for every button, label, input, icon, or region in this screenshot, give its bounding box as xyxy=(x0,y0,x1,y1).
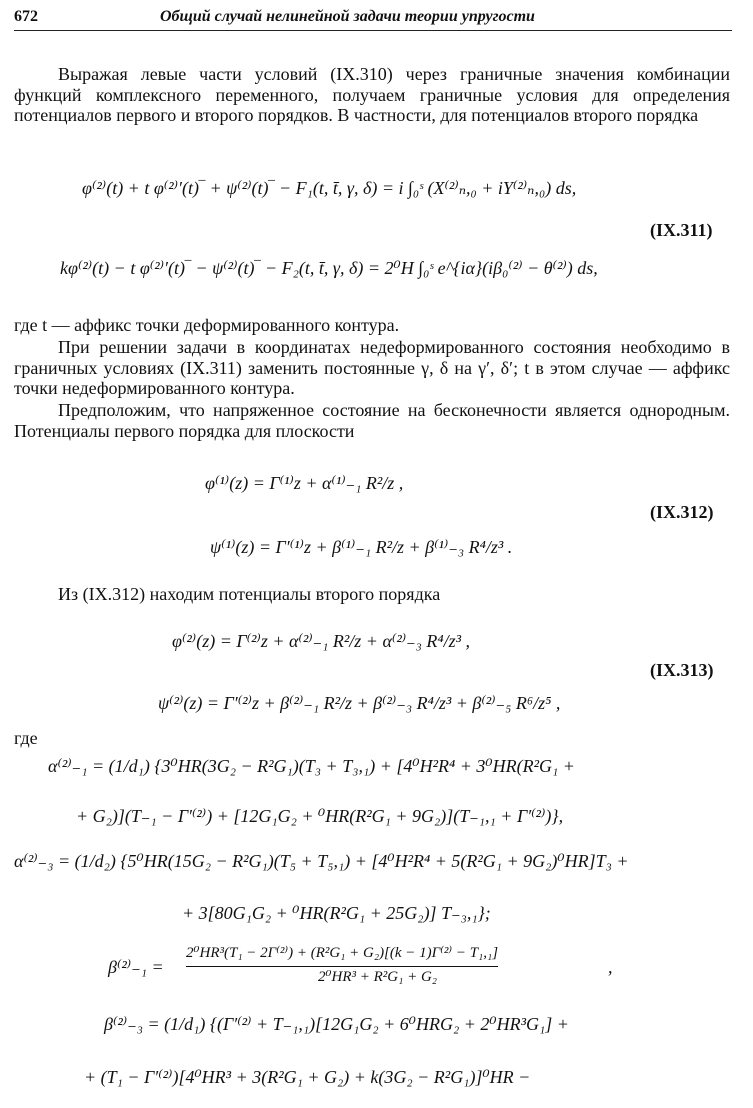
equation-311-line-1: φ⁽²⁾(t) + t φ⁽²⁾′(t)‾ + ψ⁽²⁾(t)‾ − F₁(t, t̄, γ, δ) = i ∫₀ˢ (X⁽²⁾ₙ,₀ + iY⁽²⁾ₙ,₀) ds, xyxy=(82,178,577,198)
equation-313-line-2: ψ⁽²⁾(z) = Γ′⁽²⁾z + β⁽²⁾₋₁ R²/z + β⁽²⁾₋₃ R⁴/z³ + β⁽²⁾₋₅ R⁶/z⁵ , xyxy=(158,693,561,713)
equation-313-line-1: φ⁽²⁾(z) = Γ⁽²⁾z + α⁽²⁾₋₁ R²/z + α⁽²⁾₋₃ R⁴/z³ , xyxy=(172,631,471,651)
paragraph-2: где t — аффикс точки деформированного контура. xyxy=(14,315,400,335)
page-number: 672 xyxy=(14,8,38,25)
running-title: Общий случай нелинейной задачи теории упругости xyxy=(160,8,535,25)
paragraph-6: где xyxy=(14,728,38,748)
beta-minus-1-lhs: β⁽²⁾₋₁ = xyxy=(108,957,164,977)
beta-minus-3-line-1: β⁽²⁾₋₃ = (1/d₁) {(Γ′⁽²⁾ + T₋₁,₁)[12G₁G₂ + 6⁰HRG₂ + 2⁰HR³G₁] + xyxy=(104,1014,569,1034)
alpha-minus-3-line-2: + 3[80G₁G₂ + ⁰HR(R²G₁ + 25G₂)] T₋₃,₁}; xyxy=(182,903,491,923)
equation-312-line-2: ψ⁽¹⁾(z) = Γ′⁽¹⁾z + β⁽¹⁾₋₁ R²/z + β⁽¹⁾₋₃ R⁴/z³ . xyxy=(210,537,513,557)
alpha-minus-3-line-1: α⁽²⁾₋₃ = (1/d₂) {5⁰HR(15G₂ − R²G₁)(T₅ + T₅,₁) + [4⁰H²R⁴ + 5(R²G₁ + 9G₂)⁰HR]T₃ + xyxy=(14,851,629,871)
running-header xyxy=(14,8,732,31)
alpha-minus-1-line-1: α⁽²⁾₋₁ = (1/d₁) {3⁰HR(3G₂ − R²G₁)(T₃ + T₃,₁) + [4⁰H²R⁴ + 3⁰HR(R²G₁ + xyxy=(48,756,575,776)
equation-number-312: (IX.312) xyxy=(650,502,714,522)
beta-minus-1-denominator: 2⁰HR³ + R²G₁ + G₂ xyxy=(318,969,438,985)
equation-312-line-1: φ⁽¹⁾(z) = Γ⁽¹⁾z + α⁽¹⁾₋₁ R²/z , xyxy=(205,473,404,493)
paragraph-5: Из (IX.312) находим потенциалы второго порядка xyxy=(58,584,441,604)
equation-number-311: (IX.311) xyxy=(650,220,713,240)
paragraph-4: Предположим, что напряженное состояние на бесконечности является однородным. Потенциалы первого порядка для плоскости xyxy=(14,400,730,441)
beta-minus-3-line-2: + (T₁ − Γ′⁽²⁾)[4⁰HR³ + 3(R²G₁ + G₂) + k(3G₂ − R²G₁)]⁰HR − xyxy=(84,1067,531,1087)
paragraph-3: При решении задачи в координатах недеформированного состояния необходимо в граничных условиях (IX.311) заменить постоянные γ, δ на γ′, δ′; t в этом случае — аффикс точки недеформированного контура. xyxy=(14,337,730,398)
equation-number-313: (IX.313) xyxy=(650,660,714,680)
beta-minus-1-comma: , xyxy=(608,957,613,977)
paragraph-1: Выражая левые части условий (IX.310) через граничные значения комбинации функций комплексного переменного, получаем граничные условия для определения потенциалов первого и второго порядков. В частности, для потенциалов второго порядка xyxy=(14,64,730,125)
alpha-minus-1-line-2: + G₂)](T₋₁ − Γ′⁽²⁾) + [12G₁G₂ + ⁰HR(R²G₁ + 9G₂)](T₋₁,₁ + Γ′⁽²⁾)}, xyxy=(76,806,564,826)
equation-311-line-2: kφ⁽²⁾(t) − t φ⁽²⁾′(t)‾ − ψ⁽²⁾(t)‾ − F₂(t, t̄, γ, δ) = 2⁰H ∫₀ˢ e^{iα}(iβ₀⁽²⁾ − θ⁽²⁾) ds, xyxy=(60,258,598,278)
beta-minus-1-numerator: 2⁰HR³(T₁ − 2Γ⁽²⁾) + (R²G₁ + G₂)[(k − 1)Γ⁽²⁾ − T₁,₁] xyxy=(186,942,498,967)
